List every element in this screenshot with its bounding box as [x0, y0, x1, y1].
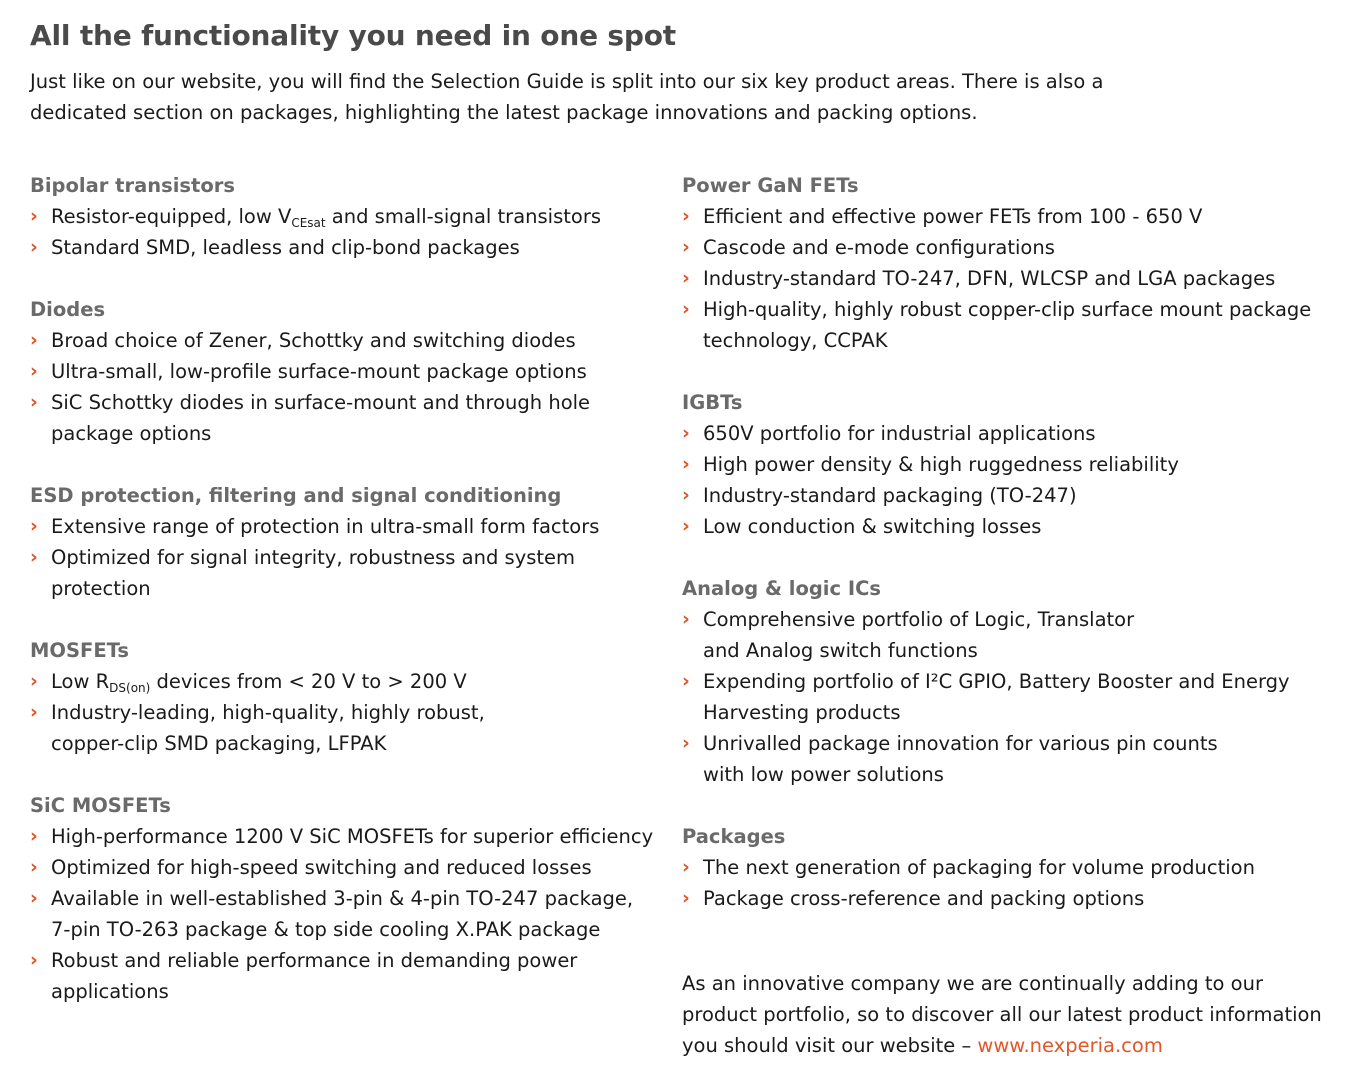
section-mosfets — [30, 635, 660, 759]
bullet-list — [30, 821, 660, 1007]
bullet-list — [682, 418, 1322, 542]
outro-paragraph — [682, 968, 1322, 1061]
list-item — [682, 604, 1322, 666]
list-item — [30, 945, 660, 1007]
item-text: Optimized for high-speed switching and reduced losses — [51, 856, 592, 879]
list-item — [30, 201, 660, 232]
list-item — [682, 666, 1322, 728]
section-title: ESD protection, filtering and signal conditioning — [30, 484, 562, 507]
item-text: High-performance 1200 V SiC MOSFETs for superior efficiency — [51, 825, 654, 848]
chevron-right-icon: › — [30, 515, 38, 537]
left-column — [30, 170, 660, 1038]
chevron-right-icon: › — [682, 856, 690, 878]
list-item — [682, 294, 1322, 356]
list-item — [682, 511, 1322, 542]
section-title: MOSFETs — [30, 639, 129, 662]
chevron-right-icon: › — [30, 856, 38, 878]
section-packages — [682, 821, 1322, 914]
item-text: Comprehensive portfolio of Logic, Translator — [703, 608, 1135, 631]
item-text: High power density & high ruggedness reliability — [703, 453, 1179, 476]
list-item — [682, 883, 1322, 914]
item-text: Expending portfolio of I²C GPIO, Battery Booster and Energy Harvesting products — [703, 670, 1290, 724]
item-text: Industry-leading, high-quality, highly robust, — [51, 701, 485, 724]
chevron-right-icon: › — [682, 205, 690, 227]
website-link[interactable]: www.nexperia.com — [977, 1034, 1163, 1057]
chevron-right-icon: › — [30, 205, 38, 227]
item-text: Standard SMD, leadless and clip-bond packages — [51, 236, 520, 259]
list-item — [682, 232, 1322, 263]
item-text: Robust and reliable performance in demanding power applications — [51, 949, 578, 1003]
subscript: CEsat — [291, 216, 326, 230]
section-bipolar — [30, 170, 660, 263]
chevron-right-icon: › — [682, 484, 690, 506]
item-text: copper-clip SMD packaging, LFPAK — [51, 732, 387, 755]
chevron-right-icon: › — [30, 701, 38, 723]
subscript: DS(on) — [109, 681, 151, 695]
chevron-right-icon: › — [682, 267, 690, 289]
list-item — [682, 201, 1322, 232]
item-text: Low R — [51, 670, 110, 693]
outro-text: As an innovative company we are continually adding to our product portfolio, so to discover all our latest product information you should visit our website – — [682, 972, 1322, 1057]
item-text: Unrivalled package innovation for various pin counts — [703, 732, 1218, 755]
item-text: Extensive range of protection in ultra-small form factors — [51, 515, 600, 538]
list-item — [30, 511, 660, 542]
item-text: Resistor-equipped, low V — [51, 205, 292, 228]
chevron-right-icon: › — [682, 515, 690, 537]
section-analog-logic — [682, 573, 1322, 790]
list-item — [682, 852, 1322, 883]
chevron-right-icon: › — [30, 360, 38, 382]
item-text: Cascode and e-mode configurations — [703, 236, 1055, 259]
list-item — [30, 232, 660, 263]
right-column — [682, 170, 1322, 945]
item-text: Package cross-reference and packing options — [703, 887, 1145, 910]
list-item — [30, 821, 660, 852]
chevron-right-icon: › — [30, 949, 38, 971]
chevron-right-icon: › — [30, 329, 38, 351]
item-text: Industry-standard TO-247, DFN, WLCSP and LGA packages — [703, 267, 1276, 290]
list-item — [682, 449, 1322, 480]
bullet-list — [682, 201, 1322, 356]
item-text: and small-signal transistors — [325, 205, 601, 228]
page — [30, 16, 1330, 1057]
chevron-right-icon: › — [30, 825, 38, 847]
chevron-right-icon: › — [682, 887, 690, 909]
section-title: Packages — [682, 825, 786, 848]
section-power-gan — [682, 170, 1322, 356]
section-title: Bipolar transistors — [30, 174, 235, 197]
item-text: and Analog switch functions — [703, 639, 978, 662]
item-text: 650V portfolio for industrial applications — [703, 422, 1096, 445]
bullet-list — [682, 852, 1322, 914]
bullet-list — [30, 325, 660, 449]
list-item — [682, 263, 1322, 294]
section-title: Diodes — [30, 298, 106, 321]
chevron-right-icon: › — [682, 422, 690, 444]
list-item — [30, 666, 660, 697]
chevron-right-icon: › — [30, 670, 38, 692]
section-diodes — [30, 294, 660, 449]
list-item — [30, 356, 660, 387]
page-title: All the functionality you need in one spot — [30, 19, 676, 52]
list-item — [30, 852, 660, 883]
list-item — [30, 542, 660, 604]
chevron-right-icon: › — [30, 887, 38, 909]
item-text: with low power solutions — [703, 763, 944, 786]
chevron-right-icon: › — [30, 391, 38, 413]
bullet-list — [30, 511, 660, 604]
list-item — [30, 325, 660, 356]
bullet-list — [682, 604, 1322, 790]
chevron-right-icon: › — [682, 453, 690, 475]
item-text: The next generation of packaging for volume production — [703, 856, 1255, 879]
section-title: SiC MOSFETs — [30, 794, 171, 817]
chevron-right-icon: › — [30, 546, 38, 568]
chevron-right-icon: › — [30, 236, 38, 258]
section-igbts — [682, 387, 1322, 542]
item-text: devices from < 20 V to > 200 V — [150, 670, 467, 693]
bullet-list — [30, 201, 660, 263]
chevron-right-icon: › — [682, 236, 690, 258]
list-item — [30, 387, 660, 449]
bullet-list — [30, 666, 660, 759]
chevron-right-icon: › — [682, 298, 690, 320]
list-item — [682, 728, 1322, 790]
item-text: SiC Schottky diodes in surface-mount and through hole package options — [51, 391, 591, 445]
item-text: Efficient and effective power FETs from 100 - 650 V — [703, 205, 1203, 228]
intro-paragraph: Just like on our website, you will find the Selection Guide is split into our six key product areas. There is also a dedicated section on packages, highlighting the latest package innovations and packing options. — [30, 70, 1104, 124]
chevron-right-icon: › — [682, 732, 690, 754]
chevron-right-icon: › — [682, 608, 690, 630]
section-sic-mosfets — [30, 790, 660, 1007]
section-title: IGBTs — [682, 391, 743, 414]
item-text: Ultra-small, low-profile surface-mount package options — [51, 360, 587, 383]
section-title: Analog & logic ICs — [682, 577, 881, 600]
item-text: Optimized for signal integrity, robustness and system protection — [51, 546, 576, 600]
chevron-right-icon: › — [682, 670, 690, 692]
list-item — [30, 883, 660, 945]
section-title: Power GaN FETs — [682, 174, 859, 197]
item-text: Available in well-established 3-pin & 4-pin TO-247 package, — [51, 887, 634, 910]
item-text: Industry-standard packaging (TO-247) — [703, 484, 1077, 507]
item-text: High-quality, highly robust copper-clip surface mount package technology, CCPAK — [703, 298, 1312, 352]
list-item — [30, 697, 660, 759]
item-text: Low conduction & switching losses — [703, 515, 1042, 538]
section-esd — [30, 480, 660, 604]
list-item — [682, 418, 1322, 449]
item-text: 7-pin TO-263 package & top side cooling X.PAK package — [51, 918, 601, 941]
list-item — [682, 480, 1322, 511]
item-text: Broad choice of Zener, Schottky and switching diodes — [51, 329, 576, 352]
